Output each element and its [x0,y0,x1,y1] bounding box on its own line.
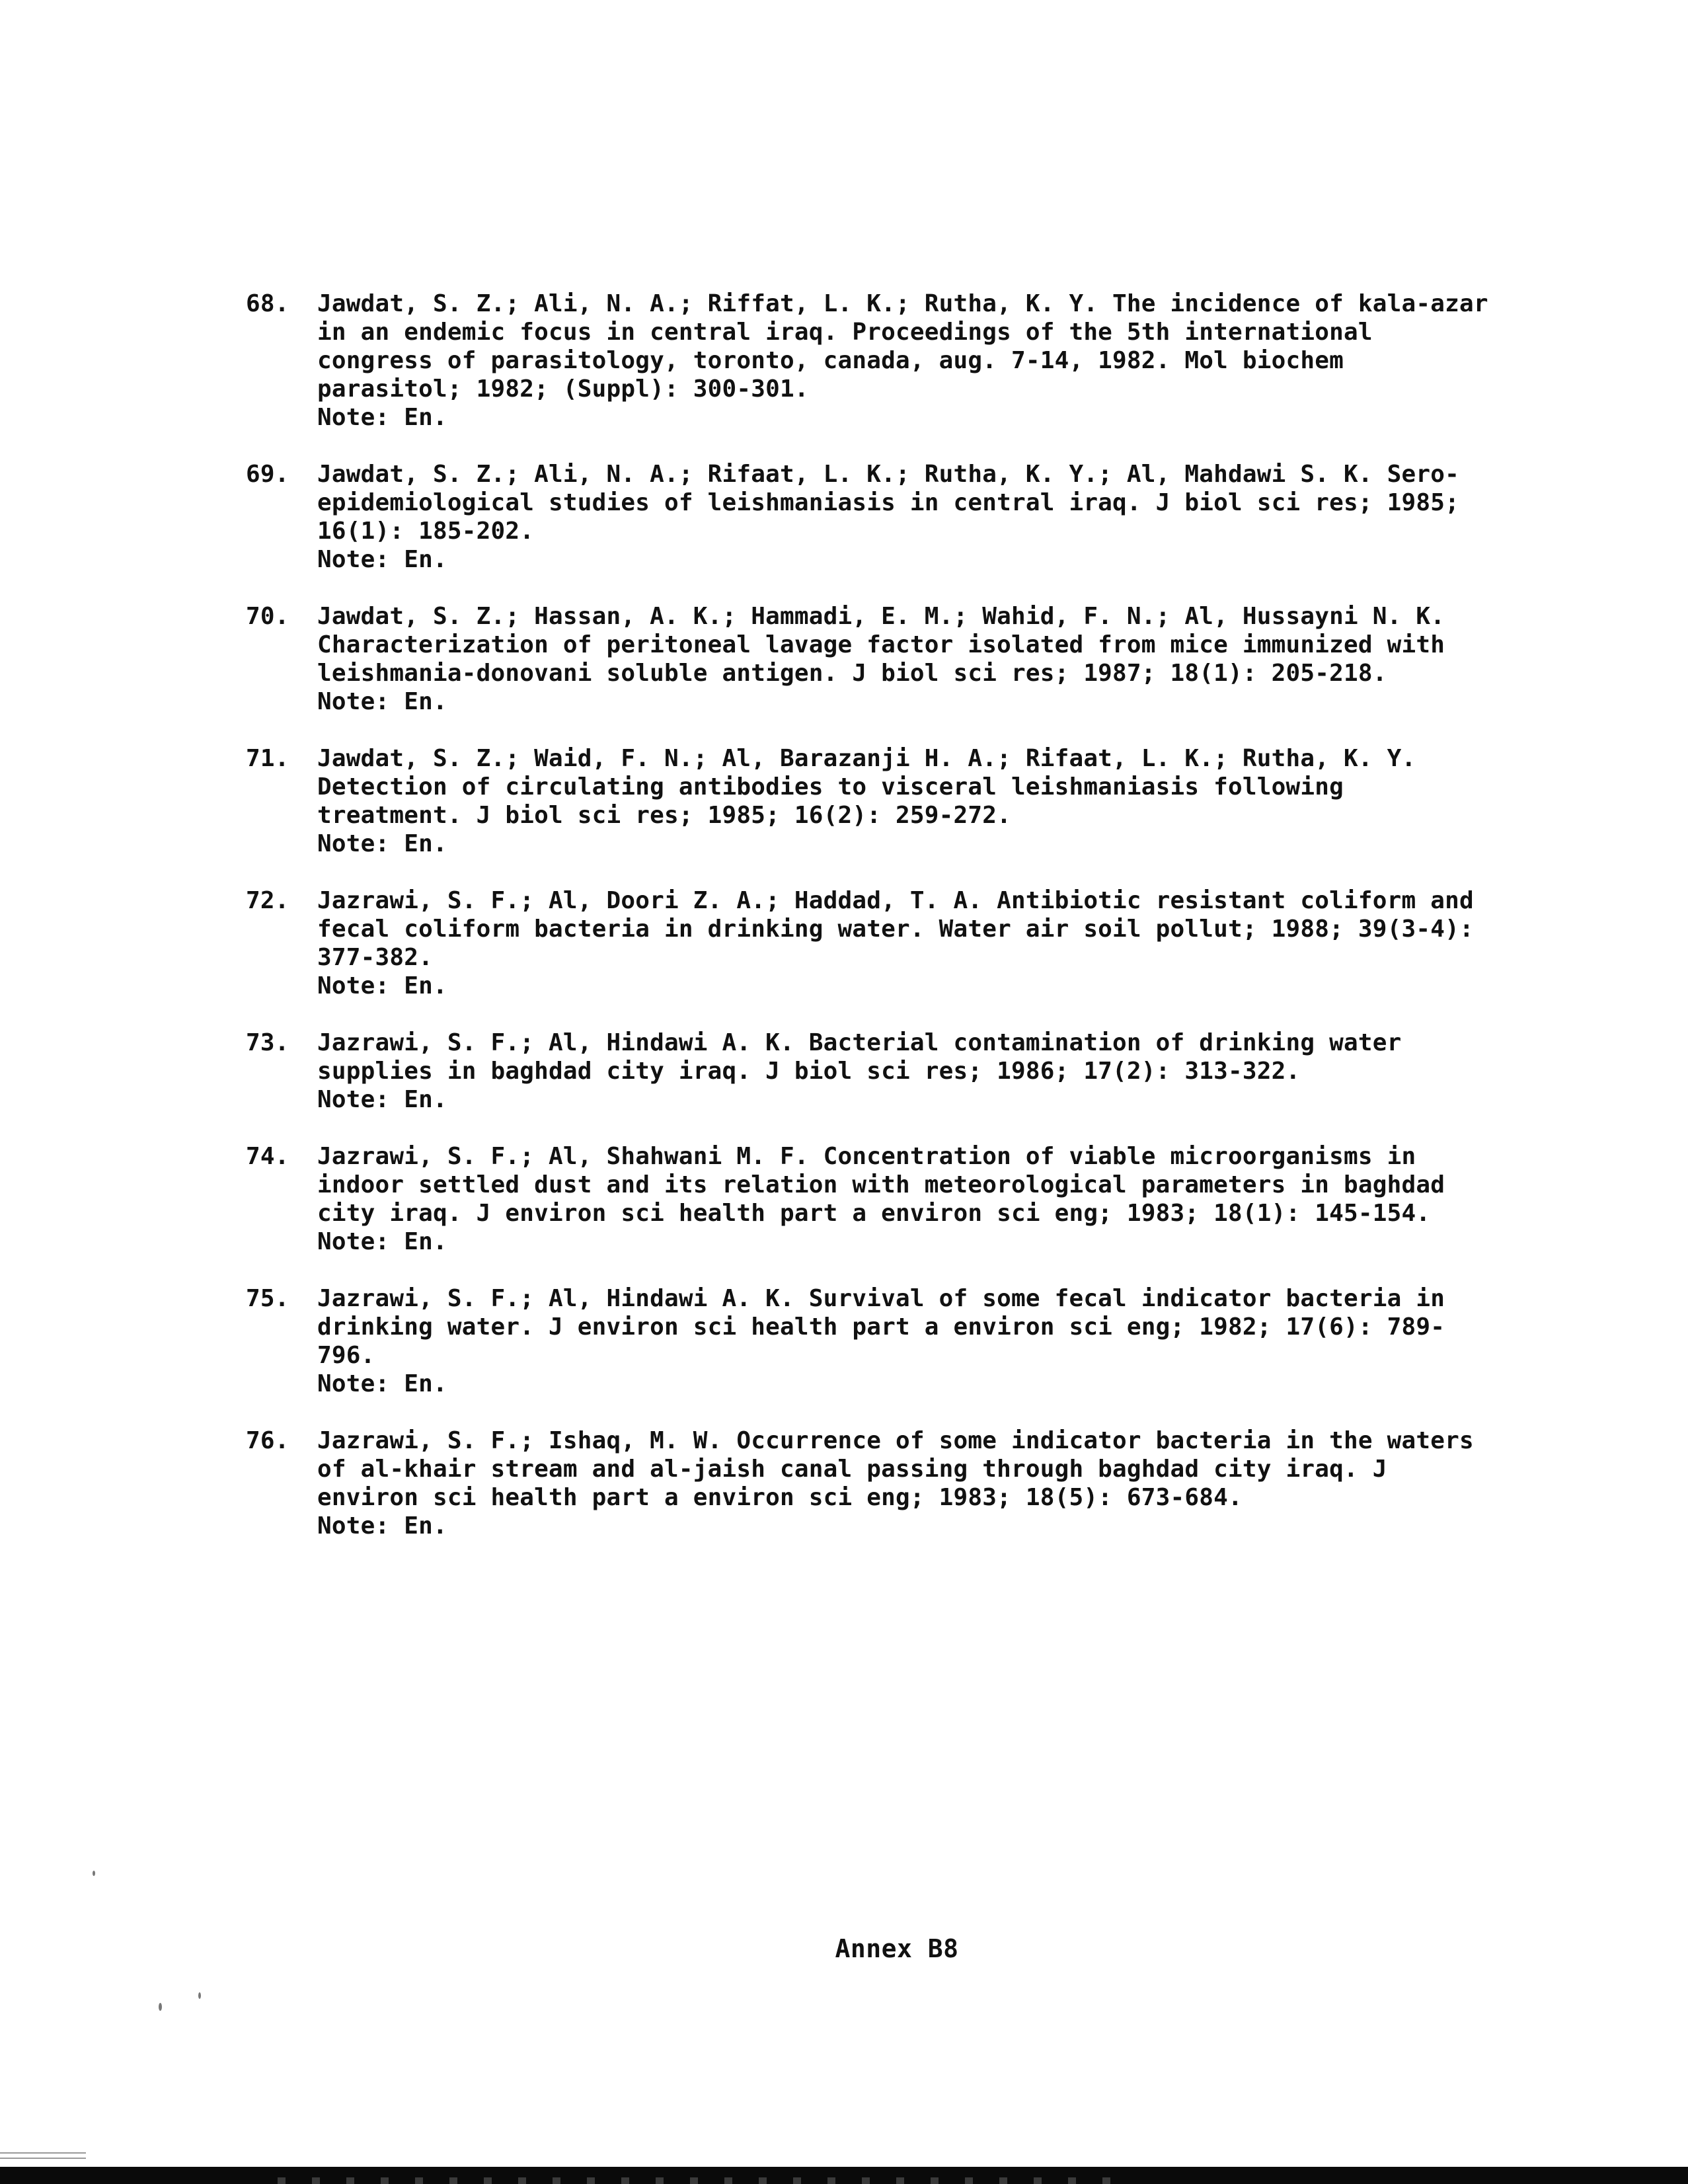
reference-citation: Jazrawi, S. F.; Al, Doori Z. A.; Haddad, T. A. Antibiotic resistant coliform and fecal coliform bacteria in drinking water. Water air soil pollut; 1988; 39(3-4): 377-382. [317,887,1474,971]
reference-note: Note: En. [317,546,447,573]
reference-item [246,744,1502,858]
reference-number: 68. [246,290,289,317]
reference-number: 71. [246,745,289,772]
reference-note: Note: En. [317,830,447,857]
reference-item [246,886,1502,1000]
scan-speck [198,1992,201,1999]
reference-item [246,460,1502,574]
reference-item [246,1142,1502,1256]
reference-note: Note: En. [317,1086,447,1113]
reference-note: Note: En. [317,688,447,715]
reference-citation: Jawdat, S. Z.; Ali, N. A.; Riffat, L. K.; Rutha, K. Y. The incidence of kala-azar in an endemic focus in central iraq. Proceedings of the 5th international congress of parasitology, toronto, canada, aug. 7-14, 1982. Mol biochem parasitol; 1982; (Suppl): 300-301. [317,290,1488,403]
reference-citation: Jawdat, S. Z.; Waid, F. N.; Al, Barazanji H. A.; Rifaat, L. K.; Rutha, K. Y. Detection of circulating antibodies to visceral leishmaniasis following treatment. J biol sci res; 1985; 16(2): 259-272. [317,745,1416,829]
scan-speck [159,2003,162,2011]
reference-citation: Jazrawi, S. F.; Ishaq, M. W. Occurrence of some indicator bacteria in the waters of al-khair stream and al-jaish canal passing through baghdad city iraq. J environ sci health part a environ sci eng; 1983; 18(5): 673-684. [317,1427,1474,1511]
reference-item [246,1426,1502,1540]
reference-number: 75. [246,1285,289,1312]
reference-note: Note: En. [317,972,447,999]
reference-item [246,290,1502,432]
reference-citation: Jawdat, S. Z.; Hassan, A. K.; Hammadi, E. M.; Wahid, F. N.; Al, Hussayni N. K. Characterization of peritoneal lavage factor isolated from mice immunized with leishmania-donovani soluble antigen. J biol sci res; 1987; 18(1): 205-218. [317,603,1445,687]
scan-border-texture [251,2177,1110,2184]
reference-note: Note: En. [317,404,447,431]
reference-citation: Jazrawi, S. F.; Al, Hindawi A. K. Survival of some fecal indicator bacteria in drinking water. J environ sci health part a environ sci eng; 1982; 17(6): 789-796. [317,1285,1445,1369]
reference-number: 69. [246,461,289,488]
scan-edge-lines [0,2152,86,2159]
reference-item [246,1284,1502,1398]
reference-citation: Jazrawi, S. F.; Al, Shahwani M. F. Concentration of viable microorganisms in indoor settled dust and its relation with meteorological parameters in baghdad city iraq. J environ sci health part a environ sci eng; 1983; 18(1): 145-154. [317,1143,1445,1227]
reference-citation: Jazrawi, S. F.; Al, Hindawi A. K. Bacterial contamination of drinking water supplies in baghdad city iraq. J biol sci res; 1986; 17(2): 313-322. [317,1029,1402,1085]
reference-number: 73. [246,1029,289,1056]
reference-number: 72. [246,887,289,914]
reference-number: 70. [246,603,289,630]
reference-note: Note: En. [317,1228,447,1255]
reference-number: 74. [246,1143,289,1170]
reference-number: 76. [246,1427,289,1454]
reference-list [246,290,1502,1540]
reference-item [246,1029,1502,1114]
page-footer-label: Annex B8 [835,1934,959,1963]
scan-speck [93,1871,95,1876]
reference-note: Note: En. [317,1370,447,1397]
reference-item [246,602,1502,716]
reference-citation: Jawdat, S. Z.; Ali, N. A.; Rifaat, L. K.; Rutha, K. Y.; Al, Mahdawi S. K. Sero-epidemiological studies of leishmaniasis in central iraq. J biol sci res; 1985; 16(1): 185-202. [317,461,1460,545]
reference-note: Note: En. [317,1512,447,1540]
